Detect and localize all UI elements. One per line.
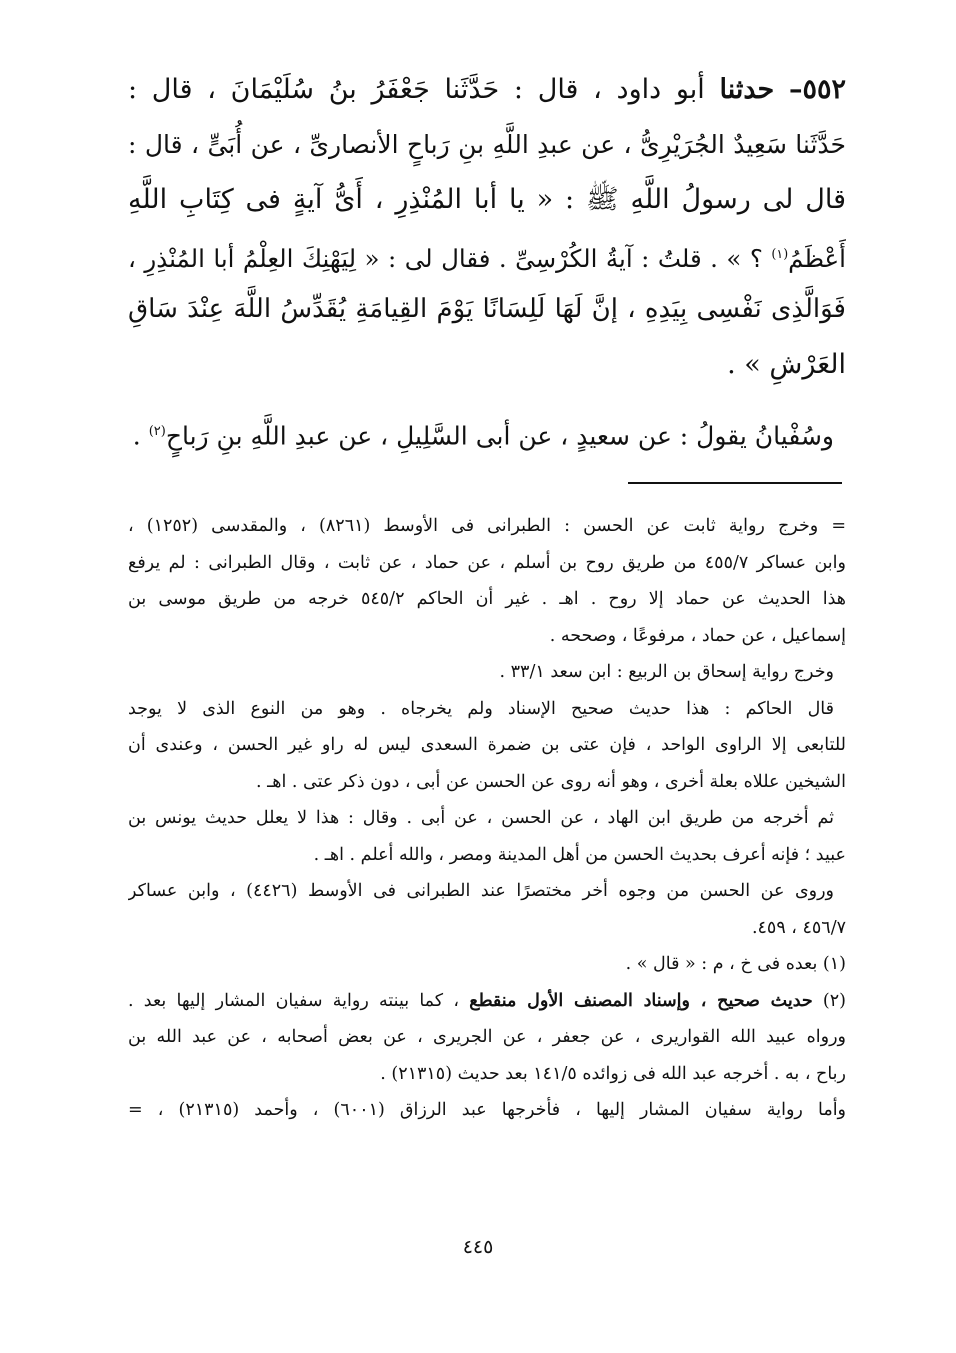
- hadith-line-3: قال لى رسولُ اللَّهِ ﷺ : « يا أبا المُنْذِرِ ، أَىُّ آيةٍ فى كِتَابِ اللَّهِ: [128, 184, 846, 215]
- page-number: ٤٤٥: [462, 1236, 494, 1258]
- footnote-line: وأما رواية سفيان المشار إليها ، فأخرجها عبد الرزاق (٦٠٠١) ، وأحمد (٢١٣١٥) ، =: [128, 1100, 846, 1120]
- footnote-line: = وخرج رواية ثابت عن الحسن : الطبرانى فى الأوسط (٨٢٦١) ، والمقدسى (١٢٥٢) ،: [128, 516, 846, 536]
- hadith-line-4: [128, 227, 846, 282]
- hadith-line-4-tail: ؟ » . قلتُ : آيةُ الكُرْسِىِّ . فقال لى : « لِيَهْنِكَ العِلْمُ أبا المُنْذِرِ ،: [128, 244, 772, 274]
- hadith-line-6: العَرْشِ » .: [727, 349, 846, 380]
- footnote-ref-1[interactable]: (١): [771, 247, 789, 262]
- footnote-line: وابن عساكر ٤٥٥/٧ من طريق روح بن أسلم ، عن حماد ، عن ثابت ، وقال الطبرانى : لم يرفع: [128, 552, 846, 573]
- hadith-line-1: [128, 62, 846, 117]
- hadith-line-4-text: أَعْظَمُ: [788, 244, 846, 274]
- footnote-line: ٤٥٦/٧ ، ٤٥٩.: [751, 917, 846, 938]
- footnote-line: وخرج رواية إسحاق بن الربيع : ابن سعد ٣٣/١ .: [499, 662, 834, 682]
- footnote-line: ثم أخرجه من طريق ابن الهاد ، عن الحسن ، عن أبى . وقال : هذا لا يعلل حديث يونس بن: [128, 808, 834, 828]
- footnote-line: هذا الحديث عن حماد إلا روح . اهـ . غير أن الحاكم ٥٤٥/٢ خرجه من طريق موسى بن: [128, 589, 846, 609]
- sofyan-chain: [128, 404, 846, 459]
- footnote-line: الشيخين عللاه بعلة أخرى ، وهو أنه روى عن الحسن عن أبى ، دون ذكر عتى . اهـ .: [255, 771, 846, 792]
- sofyan-chain-text: وسُفْيانُ يقولُ : عن سعيدٍ ، عن أبى السَّلِيلِ ، عن عبدِ اللَّهِ بنِ رَباحٍ: [165, 421, 834, 451]
- sofyan-chain-tail: .: [132, 421, 149, 451]
- hadith-opening-word: حدثنا: [719, 74, 775, 105]
- footnotes: [128, 508, 846, 1129]
- footnote-separator: [628, 482, 842, 484]
- footnote-2: [128, 983, 846, 1020]
- footnote-line: للتابعى إلا الراوى الواحد ، فإن عتى بن ضمرة السعدى ليس له راو غير الحسن ، وعندى أن: [128, 735, 846, 755]
- footnote-line: إسماعيل ، عن حماد ، مرفوعًا ، وصححه .: [549, 625, 846, 646]
- footnote-2-marker: (٢): [812, 990, 846, 1011]
- hadith-line-2: حَدَّثَنا سَعِيدٌ الجُرَيْرِىُّ ، عن عبدِ اللَّهِ بنِ رَباحٍ الأنصارىِّ ، عن أُبَىٍّ ، قال :: [128, 130, 846, 159]
- hadith-line-5: فَوَالَّذِى نَفْسِى بِيَدِهِ ، إنَّ لَهَا لَلِسَانًا يَوْمَ القِيامَةِ يُقَدِّسُ اللَّهَ عِنْدَ سَاقِ: [128, 294, 846, 324]
- hadith-text: [128, 62, 846, 459]
- hadith-number: ٥٥٢–: [788, 74, 846, 105]
- footnote-line: رباح ، به . أخرجه عبد الله فى زوائده ١٤١/٥ بعد حديث (٢١٣١٥) .: [380, 1063, 846, 1084]
- footnote-2-verdict: حديث صحيح ، وإسناد المصنف الأول منقطع: [469, 990, 813, 1011]
- footnote-1: (١) بعده فى خ ، م : « قال » .: [625, 954, 846, 974]
- footnote-ref-2[interactable]: (٢): [148, 424, 166, 439]
- footnote-2-rest: ، كما بينته رواية سفيان المشار إليها بعد .: [128, 990, 470, 1011]
- footnote-line: قال الحاكم : هذا حديث صحيح الإسناد ولم يخرجاه . وهو من النوع الذى لا يوجد: [128, 698, 834, 719]
- hadith-line-1-text: أبو داود ، قال : حَدَّثَنا جَعْفَرُ بنُ سُلَيْمَانَ ، قال :: [128, 74, 720, 105]
- footnote-line: وروى عن الحسن من وجوه أخر مختصرًا عند الطبرانى فى الأوسط (٤٤٢٦) ، وابن عساكر: [128, 881, 834, 901]
- footnote-line: ورواه عبيد الله القواريرى ، عن جعفر ، عن الجريرى ، عن بعض أصحابه ، عن عبد الله بن: [128, 1027, 846, 1047]
- footnote-line: عبيد ؛ فإنه أعرف بحديث الحسن من أهل المدينة ومصر ، والله أعلم . اهـ .: [313, 844, 846, 865]
